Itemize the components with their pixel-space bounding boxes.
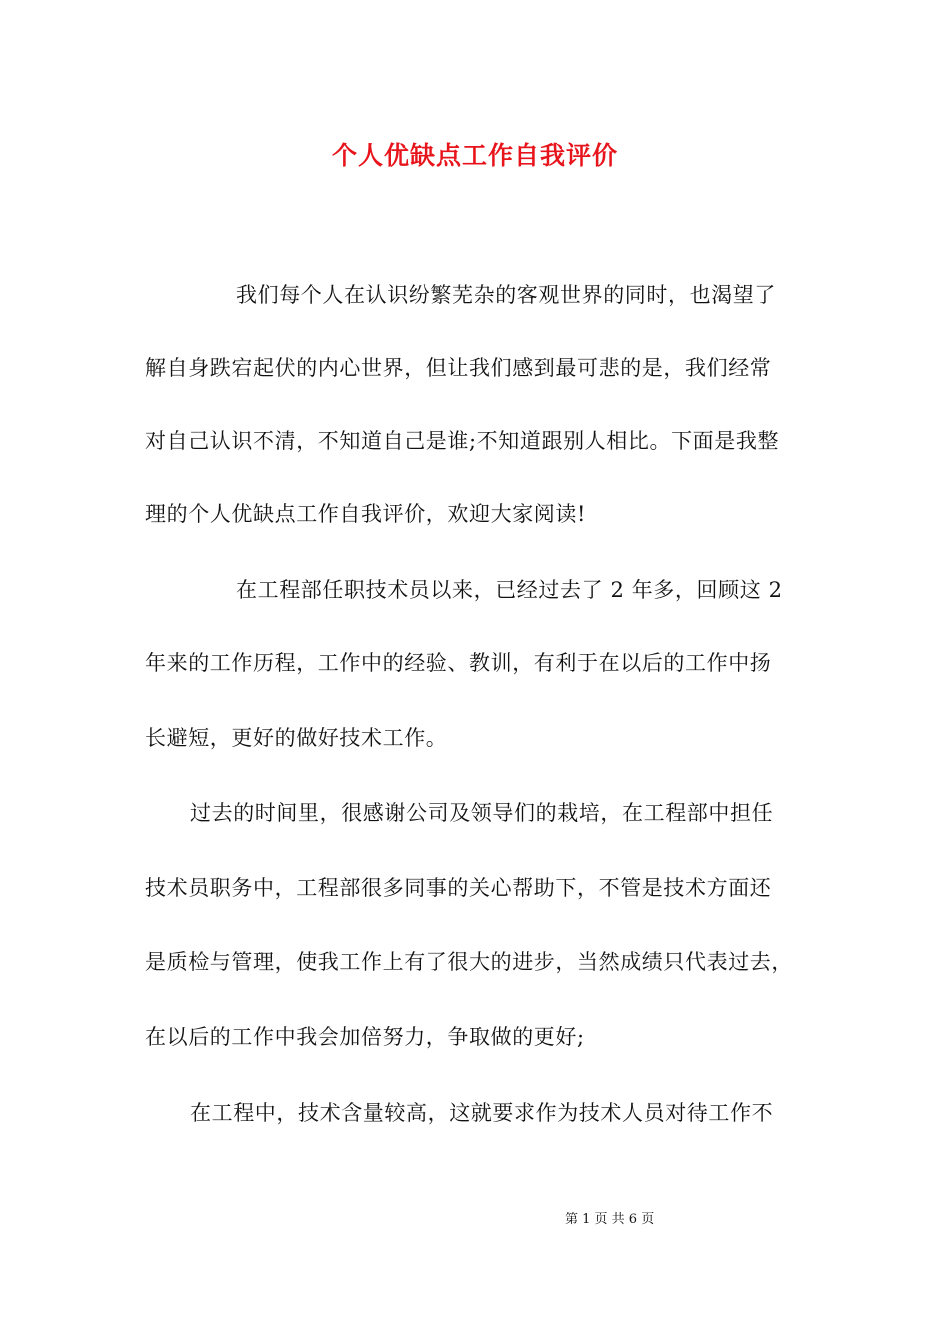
document-title: 个人优缺点工作自我评价 [331,141,618,170]
page-number-footer: 第 1 页 共 6 页 [565,1212,655,1227]
body-line: 对自己认识不清，不知道自己是谁;不知道跟别人相比。下面是我整 [145,429,780,453]
body-line: 在以后的工作中我会加倍努力，争取做的更好; [145,1025,585,1049]
body-line: 解自身跌宕起伏的内心世界，但让我们感到最可悲的是，我们经常 [145,356,772,380]
body-line: 年来的工作历程，工作中的经验、教训，有利于在以后的工作中扬 [145,651,772,675]
body-line: 我们每个人在认识纷繁芜杂的客观世界的同时，也渴望了 [236,283,776,307]
body-line: 理的个人优缺点工作自我评价，欢迎大家阅读! [145,502,587,526]
body-line: 长避短，更好的做好技术工作。 [145,726,448,750]
body-line: 在工程中，技术含量较高，这就要求作为技术人员对待工作不 [190,1101,774,1125]
body-line: 是质检与管理，使我工作上有了很大的进步，当然成绩只代表过去， [145,950,793,974]
body-line: 在工程部任职技术员以来，已经过去了 2 年多，回顾这 2 [236,578,783,602]
body-line: 过去的时间里，很感谢公司及领导们的栽培，在工程部中担任 [190,801,774,825]
body-line: 技术员职务中，工程部很多同事的关心帮助下，不管是技术方面还 [145,876,772,900]
